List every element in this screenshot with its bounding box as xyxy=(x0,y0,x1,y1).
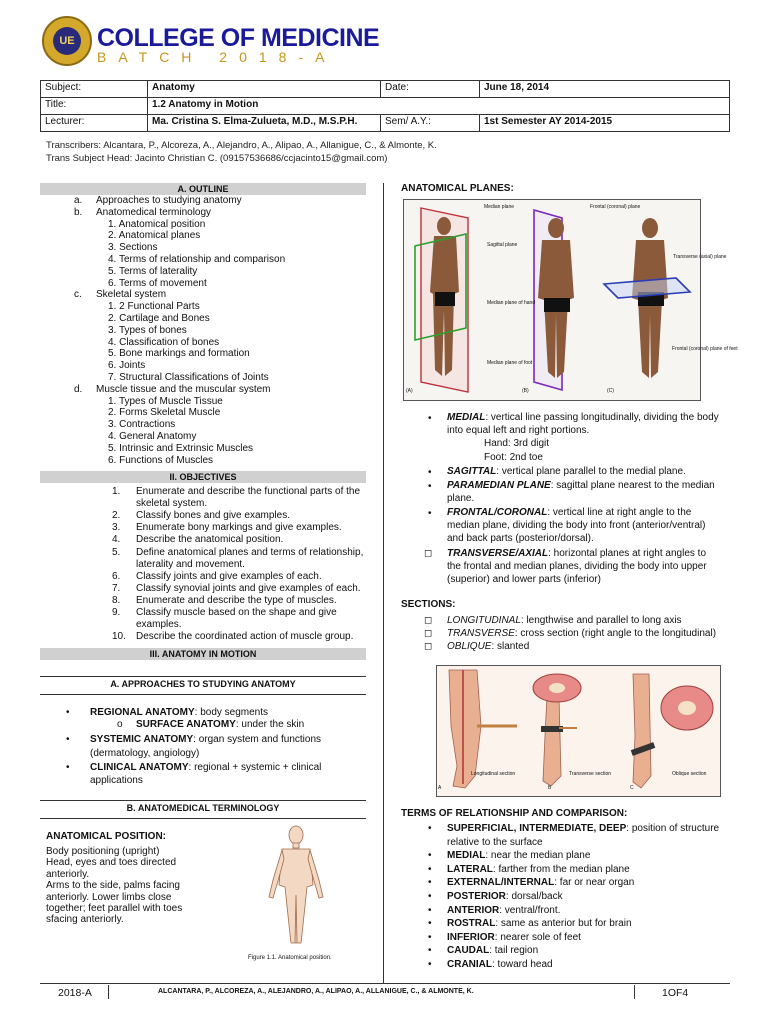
footer-divider xyxy=(40,983,730,984)
relationship-item: POSTERIOR: dorsal/back xyxy=(447,891,563,902)
approaches-heading: A. APPROACHES TO STUDYING ANATOMY xyxy=(110,679,296,689)
outline-item: Skeletal system xyxy=(96,289,167,301)
section-label: A xyxy=(438,785,442,791)
medial-plane-item: MEDIAL: vertical line passing longitudinally, dividing the body xyxy=(447,412,719,423)
outline-item: 3. Contractions xyxy=(108,419,176,431)
plane-label: (B) xyxy=(522,388,529,394)
position-line: anteriorly. Lower limbs close xyxy=(46,891,172,903)
relationship-heading: TERMS OF RELATIONSHIP AND COMPARISON: xyxy=(401,808,628,819)
outline-item: 1. 2 Functional Parts xyxy=(108,301,200,313)
bullet-icon: • xyxy=(428,891,432,902)
transverse-item: TRANSVERSE/AXIAL: horizontal planes at right angles to xyxy=(447,548,707,559)
outline-item: 7. Structural Classifications of Joints xyxy=(108,372,269,383)
outline-item: 4. Classification of bones xyxy=(108,336,220,348)
outline-item: Anatomedical terminology xyxy=(96,206,212,218)
objective-item: Classify joints and give examples of each. xyxy=(136,570,322,582)
longitudinal-item: LONGITUDINAL: lengthwise and parallel to long axis xyxy=(447,615,682,626)
objective-number: 6. xyxy=(112,570,121,582)
footer-sep xyxy=(634,985,635,999)
square-bullet-icon: ◻ xyxy=(424,628,433,639)
college-title: COLLEGE OF MEDICINE xyxy=(97,24,380,52)
plane-label: Median plane xyxy=(484,204,515,210)
divider xyxy=(40,676,366,677)
sagittal-item: SAGITTAL: vertical plane parallel to the medial plane. xyxy=(447,466,686,477)
bullet-icon: • xyxy=(428,863,432,875)
divider xyxy=(40,694,366,695)
objective-number: 9. xyxy=(112,607,121,618)
outline-item: 5. Terms of laterality xyxy=(108,265,198,277)
frontal-item: FRONTAL/CORONAL: vertical line at right angle to the xyxy=(447,507,692,518)
logo-text: UE xyxy=(53,27,81,55)
relationship-item: CAUDAL: tail region xyxy=(447,945,539,957)
relationship-item: relative to the surface xyxy=(447,836,543,848)
anatomical-position-heading: ANATOMICAL POSITION: xyxy=(46,831,166,842)
objective-number: 8. xyxy=(112,594,121,606)
divider xyxy=(40,818,366,819)
outline-marker: a. xyxy=(74,195,83,206)
outline-item: Muscle tissue and the muscular system xyxy=(96,383,271,395)
anatomical-position-figure xyxy=(251,825,341,950)
trans-subject-head: Trans Subject Head: Jacinto Christian C. (09157536686/ccjacinto15@gmail.com) xyxy=(46,153,388,164)
section-label: Longitudinal section xyxy=(471,771,516,777)
circle-bullet-icon: o xyxy=(117,719,123,730)
plane-label: Transverse (axial) plane xyxy=(673,254,727,260)
objective-item: Enumerate bony markings and give examples. xyxy=(136,522,342,534)
objective-item: examples. xyxy=(136,619,182,631)
subject-label: Subject: xyxy=(41,81,148,98)
sem-value: 1st Semester AY 2014-2015 xyxy=(480,115,730,132)
section-label: Oblique section xyxy=(672,771,707,777)
outline-item: 1. Types of Muscle Tissue xyxy=(108,395,223,407)
outline-item: 3. Types of bones xyxy=(108,324,187,336)
footer-sep xyxy=(108,985,109,999)
bullet-icon: • xyxy=(428,467,432,478)
position-line: anteriorly. xyxy=(46,868,90,880)
transverse-cont: the frontal and median planes, dividing the body into upper xyxy=(447,561,707,572)
subject-value: Anatomy xyxy=(148,81,381,98)
planes-heading: ANATOMICAL PLANES: xyxy=(401,183,514,194)
relationship-item: MEDIAL: near the median plane xyxy=(447,850,591,862)
outline-item: 2. Forms Skeletal Muscle xyxy=(108,407,221,419)
objective-number: 7. xyxy=(112,582,121,594)
sections-heading: SECTIONS: xyxy=(401,599,456,610)
bullet-icon: • xyxy=(428,823,432,834)
title-label: Title: xyxy=(41,98,148,115)
position-line: sfacing anteriorly. xyxy=(46,914,124,926)
outline-item: 2. Cartilage and Bones xyxy=(108,313,210,324)
section-label: Transverse section xyxy=(569,771,612,777)
objective-item: laterality and movement. xyxy=(136,558,245,570)
plane-label: (C) xyxy=(607,388,614,394)
position-line: together; feet parallel with toes xyxy=(46,903,183,914)
clinical-item: CLINICAL ANATOMY: regional + systemic + clinical xyxy=(90,762,322,773)
objectives-heading: II. OBJECTIVES xyxy=(40,471,366,483)
info-table xyxy=(40,80,730,132)
lecturer-value: Ma. Cristina S. Elma-Zulueta, M.D., M.S.P.H. xyxy=(148,115,381,132)
position-line: Body positioning (upright) xyxy=(46,846,160,857)
plane-label: Sagittal plane xyxy=(487,242,518,248)
plane-label: (A) xyxy=(406,388,413,394)
transcribers: Transcribers: Alcantara, P., Alcoreza, A., Alejandro, A., Alipao, A., Allanigue, C., & Almonte, K. xyxy=(46,140,437,151)
objective-number: 2. xyxy=(112,510,121,522)
square-bullet-icon: ◻ xyxy=(424,548,433,559)
square-bullet-icon: ◻ xyxy=(424,615,433,626)
outline-item: 5. Bone markings and formation xyxy=(108,348,250,360)
outline-item: 4. General Anatomy xyxy=(108,431,197,442)
footer-authors: ALCANTARA, P., ALCOREZA, A., ALEJANDRO, A., ALIPAO, A., ALLANIGUE, C., & ALMONTE, K. xyxy=(158,988,474,995)
lecturer-label: Lecturer: xyxy=(41,115,148,132)
systemic-item-cont: (dermatology, angiology) xyxy=(90,748,200,759)
terminology-heading: B. ANATOMEDICAL TERMINOLOGY xyxy=(126,803,280,813)
position-line: Arms to the side, palms facing xyxy=(46,880,180,892)
plane-label: Frontal (coronal) plane xyxy=(590,204,641,210)
frontal-cont: median plane, dividing the body into front (anterior/ventral) xyxy=(447,520,706,531)
frontal-cont: and back parts (posterior/dorsal). xyxy=(447,533,594,544)
objective-number: 10. xyxy=(112,631,126,643)
bullet-icon: • xyxy=(66,762,70,773)
bullet-icon: • xyxy=(428,481,432,492)
objective-number: 3. xyxy=(112,522,121,534)
bullet-icon: • xyxy=(428,959,432,970)
outline-item: 1. Anatomical position xyxy=(108,218,206,230)
date-value: June 18, 2014 xyxy=(480,81,730,98)
objective-item: Enumerate and describe the type of muscles. xyxy=(136,594,337,606)
regional-item: REGIONAL ANATOMY: body segments xyxy=(90,707,269,718)
divider xyxy=(40,800,366,801)
foot-toe: Foot: 2nd toe xyxy=(484,452,543,463)
plane-label: Median plane of foot xyxy=(487,360,533,366)
transverse-section-item: TRANSVERSE: cross section (right angle to the longitudinal) xyxy=(447,628,717,639)
date-label: Date: xyxy=(381,81,480,98)
paramedian-cont: plane. xyxy=(447,493,475,504)
outline-item: 4. Terms of relationship and comparison xyxy=(108,254,286,265)
batch-title: BATCH 2018-A xyxy=(97,49,337,65)
outline-item: 6. Functions of Muscles xyxy=(108,454,214,466)
objective-item: Define anatomical planes and terms of relationship, xyxy=(136,546,364,558)
position-line: Head, eyes and toes directed xyxy=(46,857,177,869)
objective-item: Classify muscle based on the shape and give xyxy=(136,607,337,618)
square-bullet-icon: ◻ xyxy=(424,641,433,652)
objective-item: Classify synovial joints and give examples of each. xyxy=(136,582,361,594)
relationship-item: ANTERIOR: ventral/front. xyxy=(447,904,561,916)
outline-item: 6. Joints xyxy=(108,360,146,372)
relationship-item: CRANIAL: toward head xyxy=(447,959,553,970)
anatomy-in-motion-heading: III. ANATOMY IN MOTION xyxy=(40,648,366,660)
medial-plane-cont: into equal left and right portions. xyxy=(447,425,590,436)
page-number: 1OF4 xyxy=(662,987,689,999)
oblique-item: OBLIQUE: slanted xyxy=(447,641,530,652)
outline-heading: A. OUTLINE xyxy=(40,183,366,195)
outline-item: 6. Terms of movement xyxy=(108,277,207,289)
bullet-icon: • xyxy=(428,850,432,862)
section-label: C xyxy=(630,785,634,791)
sem-label: Sem/ A.Y.: xyxy=(381,115,480,132)
college-seal-logo xyxy=(42,16,92,66)
bullet-icon: • xyxy=(428,931,432,943)
objective-item: Classify bones and give examples. xyxy=(136,510,290,522)
bullet-icon: • xyxy=(66,734,70,745)
title-value: 1.2 Anatomy in Motion xyxy=(148,98,730,115)
plane-label: Median plane of hand xyxy=(487,300,536,306)
bullet-icon: • xyxy=(428,877,432,889)
clinical-item-cont: applications xyxy=(90,775,143,786)
plane-label: Frontal (coronal) plane of feet xyxy=(672,346,738,352)
relationship-item: LATERAL: farther from the median plane xyxy=(447,863,630,875)
bullet-icon: • xyxy=(428,413,432,424)
outline-item: 5. Intrinsic and Extrinsic Muscles xyxy=(108,442,254,454)
bullet-icon: • xyxy=(428,918,432,930)
surface-item: SURFACE ANATOMY: under the skin xyxy=(136,719,305,730)
objective-item: Describe the coordinated action of muscle group. xyxy=(136,631,354,643)
transverse-cont: (superior) and lower parts (inferior) xyxy=(447,574,601,585)
outline-item: 3. Sections xyxy=(108,242,158,254)
outline-item: Approaches to studying anatomy xyxy=(96,195,242,206)
bullet-icon: • xyxy=(428,508,432,519)
objective-item: Describe the anatomical position. xyxy=(136,534,284,546)
bullet-icon: • xyxy=(66,707,70,718)
section-label: B xyxy=(548,785,552,791)
objective-number: 4. xyxy=(112,534,121,546)
objective-item: skeletal system. xyxy=(136,498,208,510)
anatomical-planes-figure xyxy=(403,199,701,401)
relationship-item: ROSTRAL: same as anterior but for brain xyxy=(447,918,632,930)
figure-caption: Figure 1.1. Anatomical position. xyxy=(248,955,332,961)
bullet-icon: • xyxy=(428,945,432,957)
objective-item: Enumerate and describe the functional parts of the xyxy=(136,486,361,497)
relationship-item: SUPERFICIAL, INTERMEDIATE, DEEP: position of structure xyxy=(447,823,720,834)
outline-marker: b. xyxy=(74,206,83,218)
systemic-item: SYSTEMIC ANATOMY: organ system and functions xyxy=(90,734,322,745)
relationship-item: INFERIOR: nearer sole of feet xyxy=(447,931,581,943)
bullet-icon: • xyxy=(428,904,432,916)
footer-batch: 2018-A xyxy=(58,987,92,999)
objective-number: 1. xyxy=(112,486,121,497)
paramedian-item: PARAMEDIAN PLANE: sagittal plane nearest to the median xyxy=(447,480,715,491)
outline-marker: d. xyxy=(74,383,83,395)
column-divider xyxy=(383,183,384,983)
relationship-item: EXTERNAL/INTERNAL: far or near organ xyxy=(447,877,635,889)
hand-digit: Hand: 3rd digit xyxy=(484,438,550,449)
objective-number: 5. xyxy=(112,546,121,558)
sections-figure xyxy=(436,665,721,797)
outline-item: 2. Anatomical planes xyxy=(108,230,201,242)
outline-marker: c. xyxy=(74,289,82,301)
